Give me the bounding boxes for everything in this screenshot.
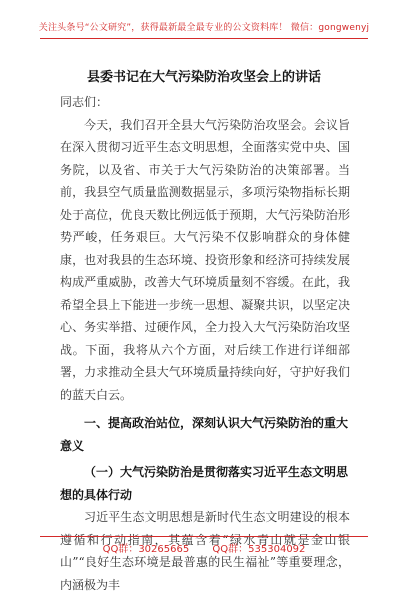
intro-paragraph: 今天，我们召开全县大气污染防治攻坚会。会议旨在深入贯彻习近平生态文明思想，全面落实党中央、国务院，以及省、市关于大气污染防治的决策部署。当前，我县空气质量监测数据显示，多项污染物指标长期处于高位，优良天数比例远低于预期，大气污染防治形势严峻，任务艰巨。大气污染不仅影响群众的身体健康，也对我县的生态环境、投资形象和经济可持续发展构成严重威胁，改善大气环境质量刻不容缓。在此，我希望全县上下能进一步统一思想、凝聚共识，以坚定决心、务实举措、过硬作风，全力投入大气污染防治攻坚战。下面，我将从六个方面，对后续工作进行详细部署，力求推动全县大气环境质量持续向好，守护好我们的蓝天白云。 — [60, 117, 350, 402]
subsection-heading: （一）大气污染防治是贯彻落实习近平生态文明思想的具体行动 — [60, 465, 349, 502]
document-title: 县委书记在大气污染防治攻坚会上的讲话 — [86, 70, 321, 85]
section-heading: 一、提高政治站位，深刻认识大气污染防治的重大意义 — [60, 416, 349, 453]
subsection-paragraph: 习近平生态文明思想是新时代生态文明建设的根本遵循和行动指南，其蕴含着“绿水青山就是金山银山”“良好生态环境是最普惠的民生福祉”等重要理念，内涵极为丰 — [60, 510, 350, 592]
header-notice: 关注头条号“公文研究”，获得最新最全最专业的公文资料库！ 微信：gongwenyj — [38, 23, 370, 33]
salutation: 同志们： — [60, 95, 109, 109]
footer-qq-group-2: QQ群：535304092 — [212, 544, 306, 555]
footer-divider — [40, 536, 368, 537]
document-body — [60, 91, 350, 596]
header-divider — [40, 38, 368, 39]
footer — [0, 540, 408, 555]
footer-qq-group-1: QQ群：30265665 — [102, 544, 190, 555]
